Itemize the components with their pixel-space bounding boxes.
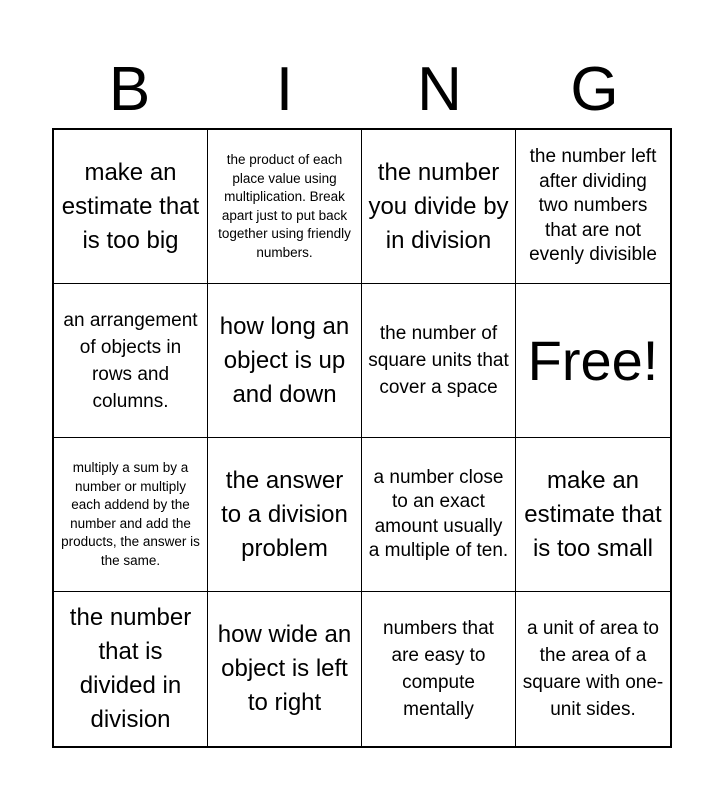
free-space-text: Free!	[527, 328, 659, 392]
header-letter-n: N	[417, 55, 462, 124]
cell-text: a unit of area to the area of a square with one-unit sides.	[522, 618, 664, 720]
cell-text: the product of each place value using multiplication. Break apart just to put back together using friendly numbers.	[218, 152, 351, 260]
cell-text: the answer to a division problem	[221, 466, 348, 562]
cell-text: make an estimate that is too big	[61, 158, 200, 254]
cell-text: make an estimate that is too small	[524, 466, 662, 562]
cell-text: a number close to an exact amount usually a multiple of ten.	[368, 466, 509, 561]
bingo-card-grid	[52, 128, 672, 748]
cell-text: the number that is divided in division	[69, 604, 192, 733]
bingo-header	[52, 52, 672, 128]
cell-text: numbers that are easy to compute mentally	[383, 618, 494, 720]
bingo-cell[interactable]	[54, 130, 208, 284]
bingo-cell[interactable]	[208, 284, 362, 438]
bingo-cell[interactable]	[362, 284, 516, 438]
bingo-cell[interactable]	[362, 438, 516, 592]
bingo-cell[interactable]	[208, 438, 362, 592]
bingo-cell[interactable]	[208, 592, 362, 746]
cell-text: the number you divide by in division	[368, 158, 509, 254]
bingo-cell[interactable]	[516, 438, 670, 592]
free-space-cell[interactable]	[516, 284, 670, 438]
bingo-cell[interactable]	[516, 130, 670, 284]
bingo-cell[interactable]	[54, 284, 208, 438]
cell-text: multiply a sum by a number or multiply each addend by the number and add the products, the answer is the same.	[61, 460, 200, 568]
header-letter-i: I	[275, 55, 294, 124]
cell-text: how wide an object is left to right	[217, 621, 352, 716]
bingo-cell[interactable]	[362, 592, 516, 746]
header-letter-b: B	[108, 55, 151, 124]
bingo-cell[interactable]	[362, 130, 516, 284]
cell-text: the number left after dividing two numbers that are not evenly divisible	[529, 146, 657, 266]
bingo-cell[interactable]	[516, 592, 670, 746]
header-letter-g: G	[570, 55, 619, 124]
bingo-cell[interactable]	[54, 592, 208, 746]
cell-text: the number of square units that cover a space	[368, 323, 509, 398]
cell-text: how long an object is up and down	[219, 312, 350, 408]
bingo-cell[interactable]	[208, 130, 362, 284]
cell-text: an arrangement of objects in rows and columns.	[63, 309, 198, 412]
bingo-cell[interactable]	[54, 438, 208, 592]
